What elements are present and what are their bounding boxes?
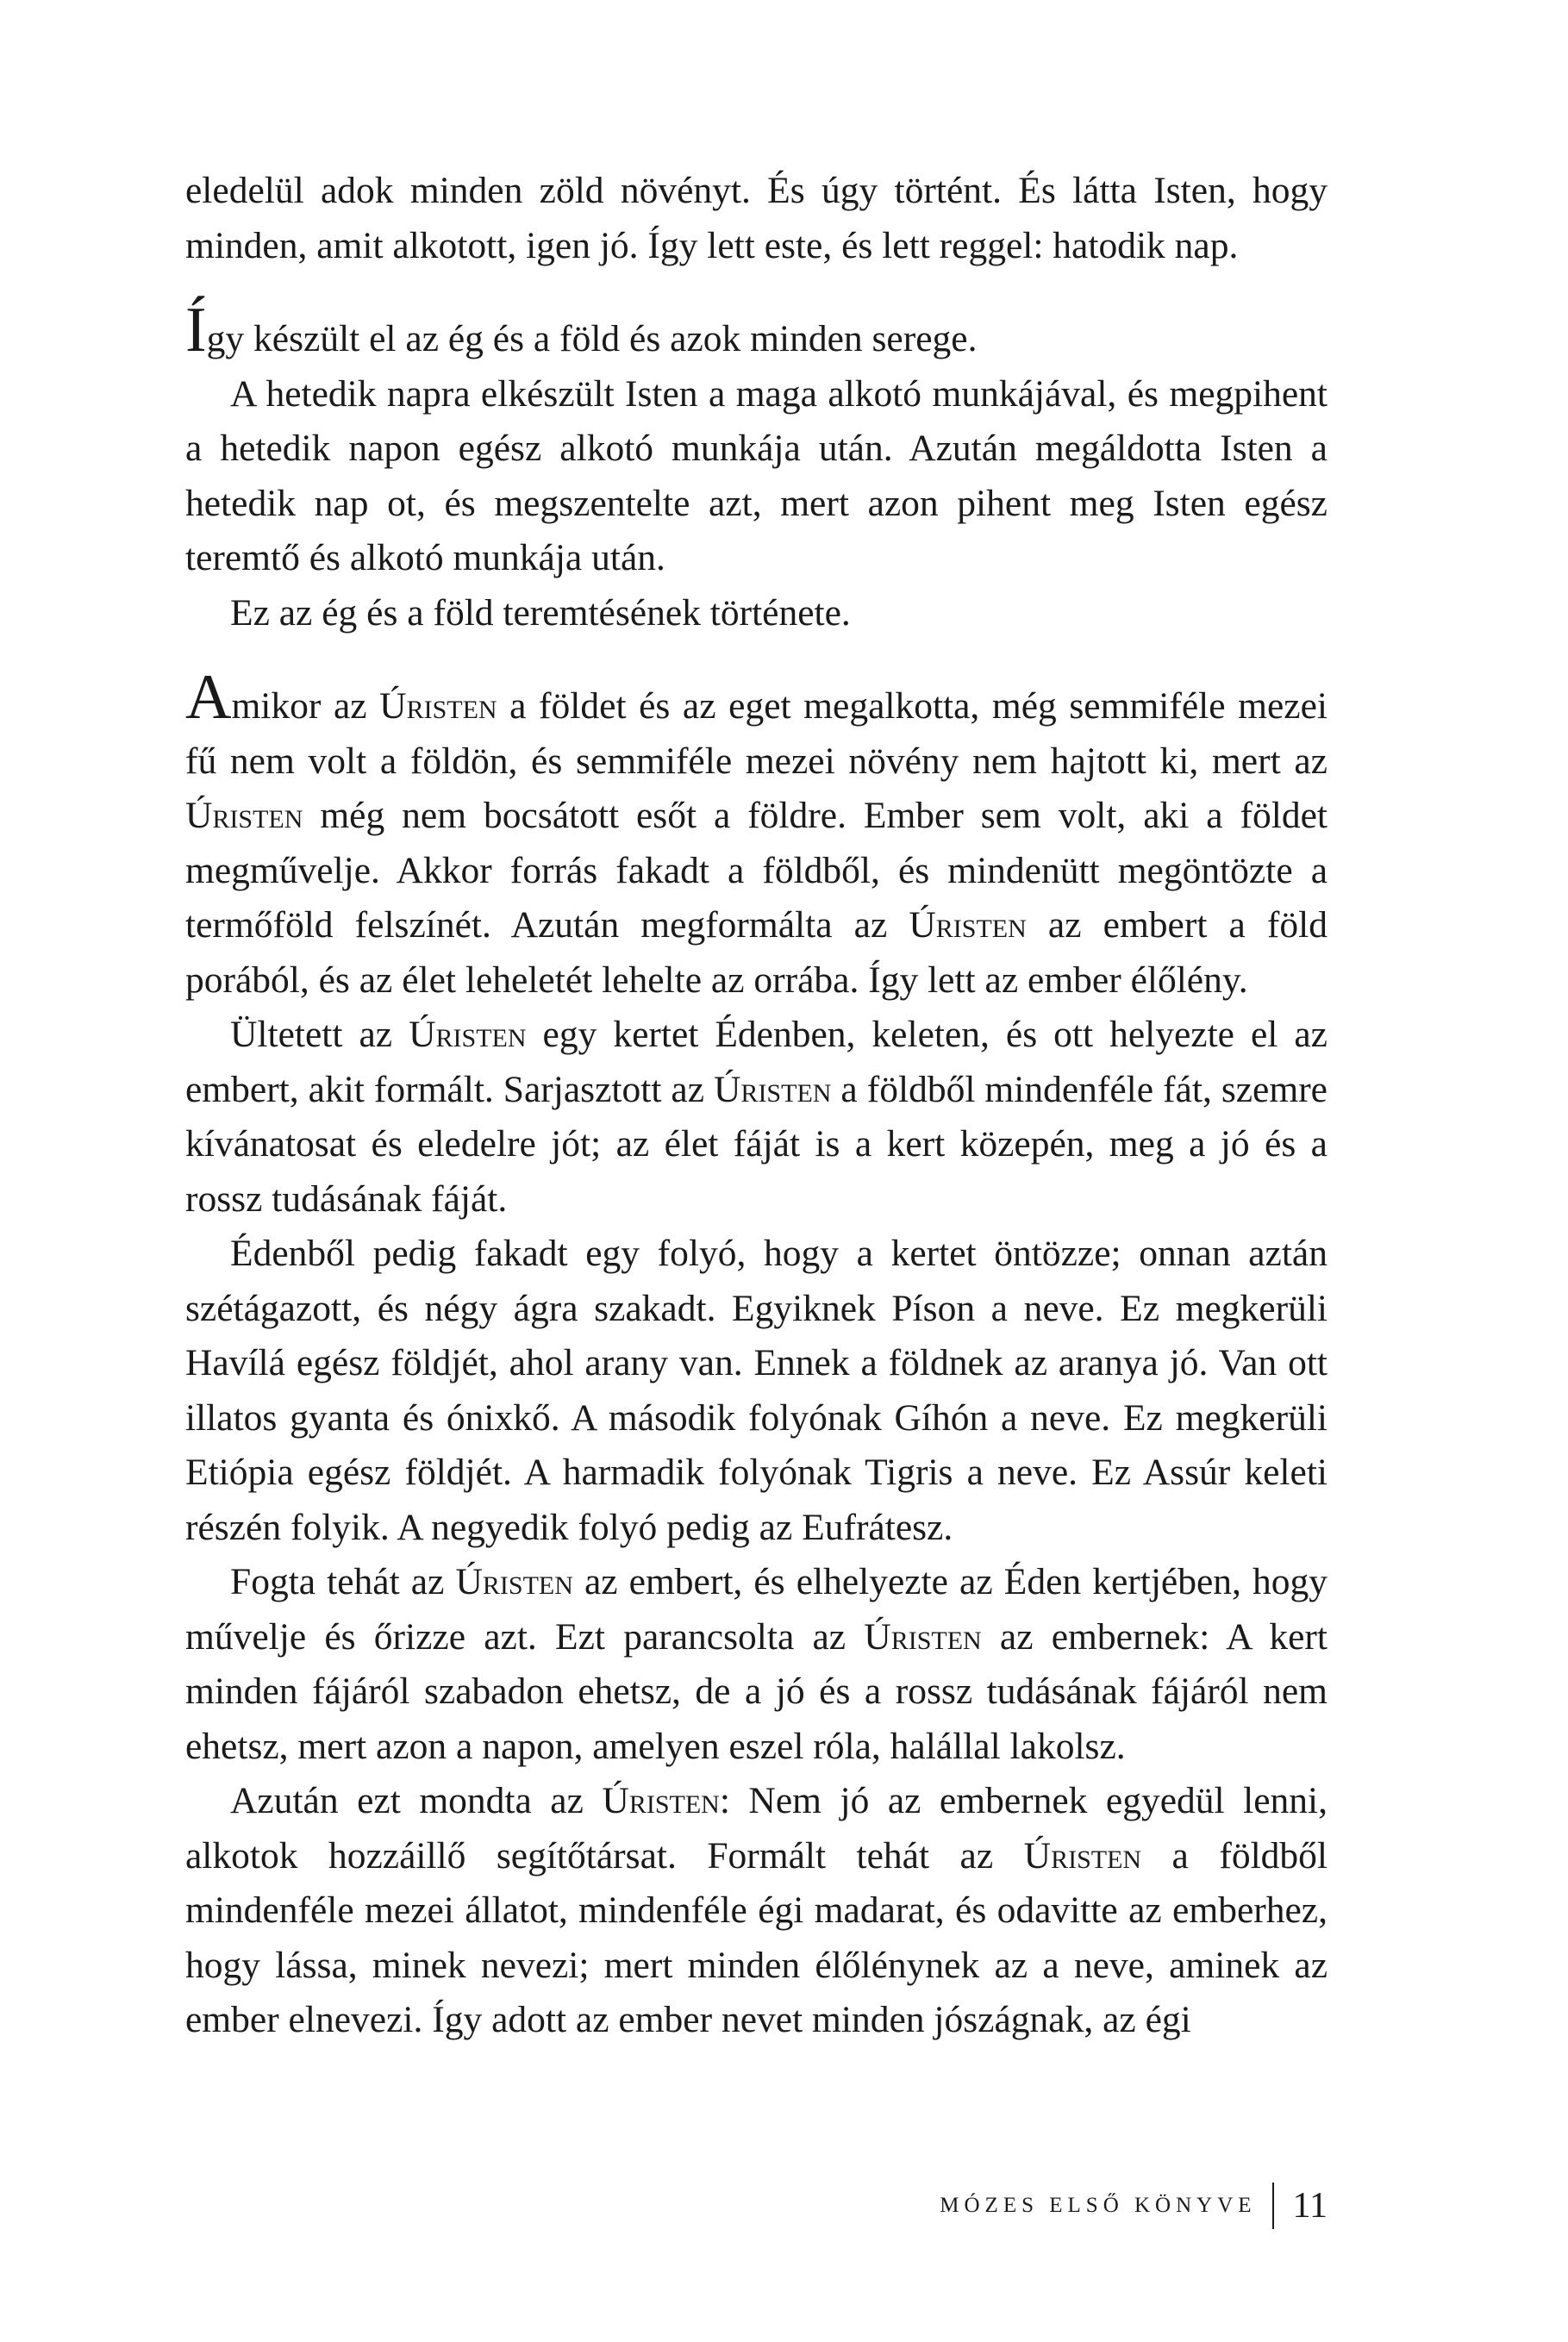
lord-small-caps: Úristen [909,904,1027,946]
paragraph: A hetedik napra elkészült Isten a maga alkotó munkájával, és megpihent a hetedik napon egész alkotó munkája után. Azután megáldotta Isten a hetedik nap ot, és megszentelte azt, mert azon pihent meg Isten egész teremtő és alkotó munkája után. [185,372,1327,578]
lord-small-caps: Úristen [455,1561,573,1602]
drop-cap: Í [185,295,207,365]
page-footer [940,2183,1327,2229]
page-body [185,164,1327,2048]
paragraph-text: gy készült el az ég és a föld és azok minden serege. [206,318,978,359]
paragraph-text: egy kertet Édenben, keleten, és ott helyezte el az embert, akit formált. Sarjasztott az [185,1014,1327,1110]
drop-cap: A [185,662,232,733]
paragraph-text: az embert, és elhelyezte az Éden kertjében, hogy művelje és őrizze azt. Ezt parancsolta az [185,1561,1327,1658]
section-start-paragraph [185,295,1327,367]
section-start-paragraph [185,662,1327,1008]
lord-small-caps: Úristen [185,795,303,836]
paragraph-text: Fogta tehát az [230,1561,456,1602]
paragraph: Ez az ég és a föld teremtésének története. [230,591,851,634]
paragraph [185,1774,1327,2048]
footer-divider [1272,2183,1274,2229]
paragraph-text: még nem bocsátott esőt a földre. Ember sem volt, aki a földet megművelje. Akkor forrás fakadt a földből, és mindenütt megöntözte a termőföld felszínét. Azután megformálta az [185,795,1327,946]
lord-small-caps: Úristen [864,1615,982,1658]
paragraph-text: az embert a föld porából, és az élet leheletét lehelte az orrába. Így lett az ember élőlény. [185,904,1327,1001]
paragraph-text: a földet és az eget megalkotta, még semmiféle mezei fű nem volt a földön, és semmiféle mezei növény nem hajtott ki, mert az [185,685,1327,782]
running-head: MÓZES ELSŐ KÖNYVE [940,2194,1257,2217]
paragraph-text: Ültetett az [230,1014,409,1055]
paragraph-text: a földből mindenféle mezei állatot, mindenféle égi madarat, és odavitte az emberhez, hogy lássa, minek nevezi; mert minden élőlénynek az a neve, aminek az ember elnevezi. Így adott az ember nevet minden jószágnak, az égi [185,1834,1327,2040]
lord-small-caps: Úristen [714,1068,832,1110]
lord-small-caps: Úristen [602,1780,720,1821]
lord-small-caps: Úristen [379,685,497,727]
paragraph [185,1008,1327,1227]
paragraph-text: : Nem jó az embernek egyedül lenni, alkotok hozzáillő segítőtársat. Formált tehát az [185,1780,1327,1877]
paragraph: eledelül adok minden zöld növényt. És úgy történt. És látta Isten, hogy minden, amit alkotott, igen jó. Így lett este, és lett reggel: hatodik nap. [185,170,1327,266]
lord-small-caps: Úristen [409,1014,527,1055]
paragraph-text: mikor az [231,685,380,727]
paragraph-text: a földből mindenféle fát, szemre kívánatosat és eledelre jót; az élet fáját is a kert közepén, meg a jó és a rossz tudásának fáját. [185,1068,1327,1220]
paragraph-text: Azután ezt mondta az [230,1780,603,1821]
paragraph-text: az embernek: A kert minden fájáról szabadon ehetsz, de a jó és a rossz tudásának fájáról nem ehetsz, mert azon a napon, amelyen eszel róla, halállal lakolsz. [185,1615,1327,1767]
paragraph [185,1555,1327,1774]
lord-small-caps: Úristen [1023,1834,1142,1877]
paragraph: Édenből pedig fakadt egy folyó, hogy a kertet öntözze; onnan aztán szétágazott, és négy ágra szakadt. Egyiknek Píson a neve. Ez megkerüli Havílá egész földjét, ahol arany van. Ennek a földnek az aranya jó. Van ott illatos gyanta és ónixkő. A második folyónak Gíhón a neve. Ez megkerüli Etiópia egész földjét. A harmadik folyónak Tigris a neve. Ez Assúr keleti részén folyik. A negyedik folyó pedig az Eufrátesz. [185,1233,1327,1548]
page-number: 11 [1292,2186,1327,2226]
